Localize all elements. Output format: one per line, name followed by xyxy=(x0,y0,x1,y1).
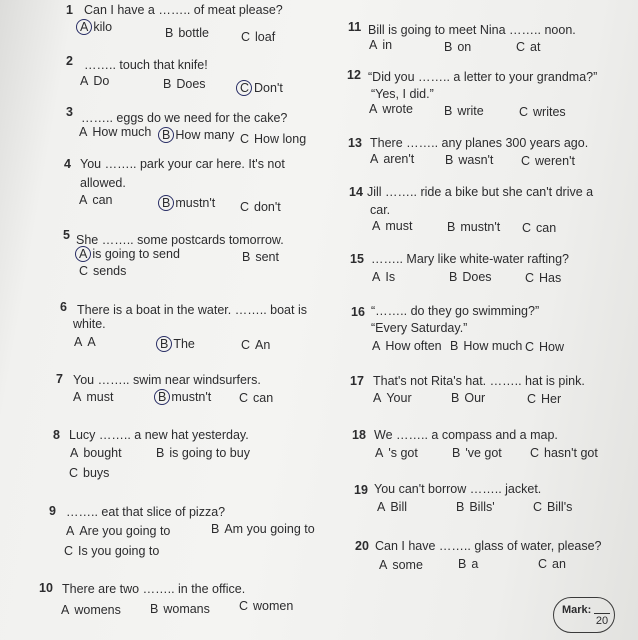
option-letter: A xyxy=(73,390,82,404)
option-text: mustn't xyxy=(460,220,501,234)
question-number: 1 xyxy=(66,3,73,17)
option-text: must xyxy=(385,219,413,233)
answer-option[interactable] xyxy=(70,446,122,460)
option-text: can xyxy=(536,221,557,235)
option-letter: C xyxy=(516,40,526,54)
question-stem: …….. Mary like white-water rafting? xyxy=(371,252,569,266)
answer-circle-mark xyxy=(158,195,174,211)
option-letter: B xyxy=(444,40,453,54)
option-text: don't xyxy=(254,200,281,214)
option-letter: B xyxy=(452,446,461,460)
mark-total: 20 xyxy=(595,615,609,627)
option-text: is going to send xyxy=(92,247,180,261)
answer-option[interactable] xyxy=(241,30,275,44)
question-stem: Jill …….. ride a bike but she can't drive a xyxy=(367,185,594,199)
answer-option[interactable] xyxy=(519,105,566,119)
option-text: Does xyxy=(176,77,206,91)
option-text: hasn't got xyxy=(544,446,598,460)
answer-option[interactable] xyxy=(372,270,395,284)
question-number: 19 xyxy=(354,483,368,497)
question-number: 16 xyxy=(351,305,365,319)
option-letter: C xyxy=(69,466,79,480)
question-number: 3 xyxy=(66,105,73,119)
question-number: 7 xyxy=(56,372,63,386)
question-number: 5 xyxy=(63,228,70,242)
option-text: an xyxy=(552,557,566,571)
option-letter: C xyxy=(533,500,543,514)
option-text: Bills' xyxy=(469,500,495,514)
option-text: can xyxy=(92,193,113,207)
option-text: How much xyxy=(92,125,152,139)
option-text: How xyxy=(539,340,565,354)
answer-circle-mark xyxy=(154,389,170,405)
option-letter: C xyxy=(240,132,250,146)
question-stem: You can't borrow …….. jacket. xyxy=(374,482,542,496)
question-number: 8 xyxy=(53,428,60,442)
option-letter: A xyxy=(377,500,386,514)
question-stem: “…….. do they go swimming?” xyxy=(371,304,540,318)
question-number: 12 xyxy=(347,68,361,82)
option-text: Does xyxy=(462,270,492,284)
option-text: Our xyxy=(464,391,486,405)
option-text: can xyxy=(253,391,274,405)
option-letter: A xyxy=(369,38,378,52)
answer-option[interactable] xyxy=(79,125,151,139)
option-letter: A xyxy=(80,20,89,34)
option-letter: B xyxy=(158,390,167,404)
option-letter: B xyxy=(211,522,220,536)
answer-option[interactable] xyxy=(165,26,209,40)
answer-option[interactable] xyxy=(525,340,564,354)
mark-label: Mark: xyxy=(562,604,592,616)
answer-option[interactable] xyxy=(73,390,113,404)
option-text: kilo xyxy=(93,20,113,34)
option-text: loaf xyxy=(255,30,276,44)
answer-option[interactable] xyxy=(80,74,109,88)
answer-option[interactable] xyxy=(61,603,121,617)
question-stem: …….. eggs do we need for the cake? xyxy=(81,111,288,125)
option-text: How often xyxy=(385,339,442,353)
option-text: Is xyxy=(385,270,396,284)
answer-option[interactable] xyxy=(458,557,478,571)
option-letter: A xyxy=(61,603,70,617)
answer-option[interactable] xyxy=(369,38,392,52)
answer-circle-mark xyxy=(76,19,92,35)
option-text: An xyxy=(255,338,271,352)
question-stem: That's not Rita's hat. …….. hat is pink. xyxy=(373,374,585,388)
question-number: 2 xyxy=(66,54,73,68)
option-letter: A xyxy=(370,152,379,166)
question-number: 18 xyxy=(352,428,366,442)
option-letter: B xyxy=(451,391,460,405)
question-stem: We …….. a compass and a map. xyxy=(374,428,558,442)
question-number: 6 xyxy=(60,300,67,314)
option-text: mustn't xyxy=(175,196,216,210)
option-letter: C xyxy=(521,154,531,168)
answer-option[interactable] xyxy=(64,544,159,558)
question-number: 10 xyxy=(39,581,53,595)
option-letter: A xyxy=(372,339,381,353)
answer-option[interactable] xyxy=(156,446,250,460)
option-letter: B xyxy=(444,104,453,118)
option-text: Do xyxy=(93,74,110,88)
question-stem: There are two …….. in the office. xyxy=(62,582,246,596)
option-text: Bill's xyxy=(547,500,573,514)
option-text: womens xyxy=(74,603,121,617)
answer-option[interactable] xyxy=(211,522,315,536)
option-text: on xyxy=(457,40,472,54)
question-stem: Can I have …….. glass of water, please? xyxy=(375,539,602,553)
option-letter: B xyxy=(458,557,467,571)
answer-option[interactable] xyxy=(163,77,206,91)
option-text: Is you going to xyxy=(78,544,160,558)
option-letter: A xyxy=(70,446,79,460)
question-stem: You …….. park your car here. It's not xyxy=(80,157,285,171)
question-stem: There is a boat in the water. …….. boat is xyxy=(77,303,307,317)
option-text: Her xyxy=(541,392,562,406)
question-stem: “Did you …….. a letter to your grandma?” xyxy=(368,70,598,84)
option-text: 's got xyxy=(388,446,418,460)
answer-circle-mark xyxy=(158,127,174,143)
option-text: Are you going to xyxy=(79,524,171,538)
option-letter: A xyxy=(372,219,381,233)
option-letter: C xyxy=(538,557,548,571)
option-letter: A xyxy=(79,193,88,207)
option-text: mustn't xyxy=(171,390,212,404)
answer-option[interactable] xyxy=(375,446,418,460)
option-letter: A xyxy=(74,335,83,349)
question-number: 13 xyxy=(348,136,362,150)
option-text: wasn't xyxy=(458,153,494,167)
option-letter: C xyxy=(530,446,540,460)
option-letter: C xyxy=(239,599,249,613)
question-number: 9 xyxy=(49,504,56,518)
option-letter: B xyxy=(163,77,172,91)
answer-circle-mark xyxy=(236,80,252,96)
option-letter: B xyxy=(162,128,171,142)
option-text: sent xyxy=(255,250,279,264)
question-stem: Bill is going to meet Nina …….. noon. xyxy=(368,23,576,37)
answer-option[interactable] xyxy=(452,446,502,460)
answer-option[interactable] xyxy=(373,391,412,405)
answer-option[interactable] xyxy=(450,339,522,353)
option-letter: B xyxy=(165,26,174,40)
answer-option[interactable] xyxy=(150,602,210,616)
question-stem: “Yes, I did.” xyxy=(371,87,434,101)
question-stem: “Every Saturday.” xyxy=(371,321,468,335)
option-text: bought xyxy=(83,446,122,460)
option-letter: B xyxy=(445,153,454,167)
option-text: How much xyxy=(463,339,523,353)
option-text: at xyxy=(530,40,541,54)
option-letter: C xyxy=(519,105,529,119)
option-letter: A xyxy=(375,446,384,460)
option-text: wrote xyxy=(382,102,413,116)
answer-option[interactable] xyxy=(538,557,566,571)
option-text: Bill xyxy=(390,500,408,514)
question-stem: She …….. some postcards tomorrow. xyxy=(76,233,284,247)
option-letter: C xyxy=(525,340,535,354)
option-letter: A xyxy=(369,102,378,116)
option-text: Don't xyxy=(254,81,283,95)
question-stem: …….. touch that knife! xyxy=(84,58,208,72)
answer-option[interactable] xyxy=(444,104,484,118)
question-stem: Can I have a …….. of meat please? xyxy=(84,3,283,17)
answer-option[interactable] xyxy=(239,391,273,405)
answer-option[interactable] xyxy=(451,391,485,405)
answer-circle-mark xyxy=(156,336,172,352)
option-text: How many xyxy=(175,128,235,142)
option-letter: C xyxy=(241,338,251,352)
answer-option[interactable] xyxy=(69,466,109,480)
option-text: must xyxy=(86,390,114,404)
option-text: weren't xyxy=(535,154,575,168)
option-text: aren't xyxy=(383,152,415,166)
question-stem: white. xyxy=(73,317,106,331)
answer-option[interactable] xyxy=(521,154,575,168)
answer-option[interactable] xyxy=(372,219,412,233)
option-letter: B xyxy=(449,270,458,284)
answer-option[interactable] xyxy=(370,152,414,166)
option-letter: C xyxy=(79,264,89,278)
option-letter: C xyxy=(64,544,74,558)
option-letter: C xyxy=(240,81,250,95)
option-text: bottle xyxy=(178,26,209,40)
answer-option[interactable] xyxy=(530,446,598,460)
option-letter: A xyxy=(373,391,382,405)
option-text: in xyxy=(382,38,393,52)
option-text: A xyxy=(87,335,96,349)
question-number: 11 xyxy=(348,20,362,34)
answer-option[interactable] xyxy=(372,339,442,353)
option-letter: B xyxy=(156,446,165,460)
question-stem: You …….. swim near windsurfers. xyxy=(73,373,261,387)
option-text: writes xyxy=(533,105,566,119)
answer-option[interactable] xyxy=(456,500,495,514)
option-text: womans xyxy=(163,602,210,616)
option-letter: C xyxy=(239,391,249,405)
answer-option[interactable] xyxy=(449,270,492,284)
option-letter: B xyxy=(162,196,171,210)
option-text: Has xyxy=(539,271,562,285)
option-letter: A xyxy=(379,558,388,572)
option-text: some xyxy=(392,558,423,572)
answer-option[interactable] xyxy=(79,264,126,278)
option-letter: C xyxy=(240,200,250,214)
question-number: 14 xyxy=(349,185,363,199)
option-letter: B xyxy=(150,602,159,616)
option-text: How long xyxy=(254,132,307,146)
option-letter: A xyxy=(80,74,89,88)
answer-option[interactable] xyxy=(240,132,306,146)
answer-option[interactable] xyxy=(369,102,413,116)
option-text: sends xyxy=(93,264,127,278)
option-letter: B xyxy=(447,220,456,234)
question-stem: Lucy …….. a new hat yesterday. xyxy=(69,428,249,442)
option-text: women xyxy=(253,599,294,613)
question-number: 20 xyxy=(355,539,369,553)
answer-option[interactable] xyxy=(239,599,293,613)
question-stem: car. xyxy=(370,203,391,217)
answer-option[interactable] xyxy=(533,500,572,514)
option-text: 've got xyxy=(465,446,502,460)
option-letter: A xyxy=(79,247,88,261)
answer-option[interactable] xyxy=(527,392,561,406)
option-text: is going to buy xyxy=(169,446,250,460)
answer-option[interactable] xyxy=(516,40,540,54)
answer-option[interactable] xyxy=(241,338,270,352)
answer-option[interactable] xyxy=(377,500,407,514)
answer-option[interactable] xyxy=(79,193,113,207)
question-stem: …….. eat that slice of pizza? xyxy=(66,505,226,519)
option-letter: A xyxy=(66,524,75,538)
answer-option[interactable] xyxy=(522,221,556,235)
answer-option[interactable] xyxy=(445,153,493,167)
option-text: The xyxy=(173,337,195,351)
question-number: 17 xyxy=(350,374,364,388)
option-letter: C xyxy=(522,221,532,235)
option-letter: B xyxy=(450,339,459,353)
option-text: write xyxy=(457,104,484,118)
option-letter: A xyxy=(79,125,88,139)
option-letter: C xyxy=(525,271,535,285)
answer-option[interactable] xyxy=(525,271,561,285)
answer-option[interactable] xyxy=(240,200,281,214)
option-text: Am you going to xyxy=(224,522,315,536)
option-letter: B xyxy=(242,250,251,264)
option-text: Your xyxy=(386,391,412,405)
answer-option[interactable] xyxy=(74,335,96,349)
answer-option[interactable] xyxy=(444,40,471,54)
question-stem: There …….. any planes 300 years ago. xyxy=(370,136,589,150)
option-letter: C xyxy=(527,392,537,406)
option-text: a xyxy=(471,557,479,571)
option-letter: B xyxy=(160,337,169,351)
answer-option[interactable] xyxy=(66,524,170,538)
option-text: buys xyxy=(83,466,110,480)
option-letter: B xyxy=(456,500,465,514)
question-stem: allowed. xyxy=(80,176,126,190)
question-number: 15 xyxy=(350,252,364,266)
answer-circle-mark xyxy=(75,246,91,262)
answer-option[interactable] xyxy=(242,250,279,264)
answer-option[interactable] xyxy=(447,220,500,234)
option-letter: C xyxy=(241,30,251,44)
answer-option[interactable] xyxy=(379,558,423,572)
answer-option[interactable] xyxy=(79,247,180,261)
option-letter: A xyxy=(372,270,381,284)
question-number: 4 xyxy=(64,157,71,171)
